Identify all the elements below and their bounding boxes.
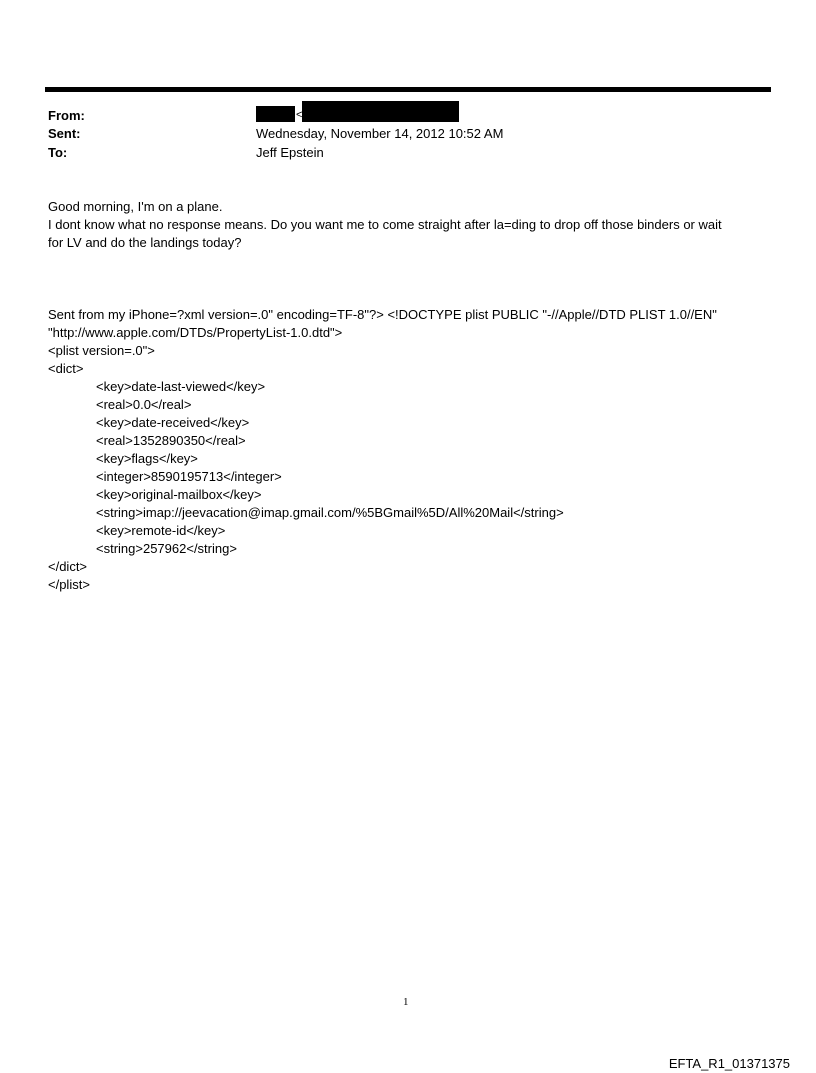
dict-close-tag: </dict> bbox=[48, 559, 88, 574]
dict-line: <real>0.0</real> bbox=[96, 397, 192, 412]
signature-line-2: "http://www.apple.com/DTDs/PropertyList-1.0.dtd"> bbox=[48, 325, 343, 340]
plist-close-tag: </plist> bbox=[48, 577, 90, 592]
plist-open-tag: <plist version=.0"> bbox=[48, 343, 155, 358]
dict-line: <key>remote-id</key> bbox=[96, 523, 226, 538]
sent-value: Wednesday, November 14, 2012 10:52 AM bbox=[256, 126, 504, 141]
signature-line-1: Sent from my iPhone=?xml version=.0" encoding=TF-8"?> <!DOCTYPE plist PUBLIC "-//Apple//DTD PLIST 1.0//EN" bbox=[48, 307, 717, 322]
sent-label: Sent: bbox=[48, 126, 81, 141]
page-number: 1 bbox=[403, 996, 409, 1008]
dict-line: <string>257962</string> bbox=[96, 541, 237, 556]
body-line-1: Good morning, I'm on a plane. bbox=[48, 199, 223, 214]
dict-line: <key>date-last-viewed</key> bbox=[96, 379, 266, 394]
dict-line: <string>imap://jeevacation@imap.gmail.com/%5BGmail%5D/All%20Mail</string> bbox=[96, 505, 564, 520]
redaction-block-sender-email bbox=[302, 101, 459, 122]
body-line-3: for LV and do the landings today? bbox=[48, 235, 242, 250]
dict-line: <real>1352890350</real> bbox=[96, 433, 246, 448]
redaction-block-sender-name bbox=[256, 106, 295, 122]
header-rule bbox=[45, 87, 771, 92]
body-line-2: I dont know what no response means. Do you want me to come straight after la=ding to drop off those binders or wait bbox=[48, 217, 722, 232]
bates-number: EFTA_R1_01371375 bbox=[668, 1056, 790, 1071]
from-bracket: < bbox=[296, 109, 303, 121]
dict-line: <key>flags</key> bbox=[96, 451, 198, 466]
dict-line: <key>date-received</key> bbox=[96, 415, 250, 430]
to-label: To: bbox=[48, 145, 68, 160]
dict-line: <integer>8590195713</integer> bbox=[96, 469, 282, 484]
dict-line: <key>original-mailbox</key> bbox=[96, 487, 262, 502]
from-label: From: bbox=[48, 108, 85, 123]
to-value: Jeff Epstein bbox=[256, 145, 324, 160]
dict-open-tag: <dict> bbox=[48, 361, 84, 376]
